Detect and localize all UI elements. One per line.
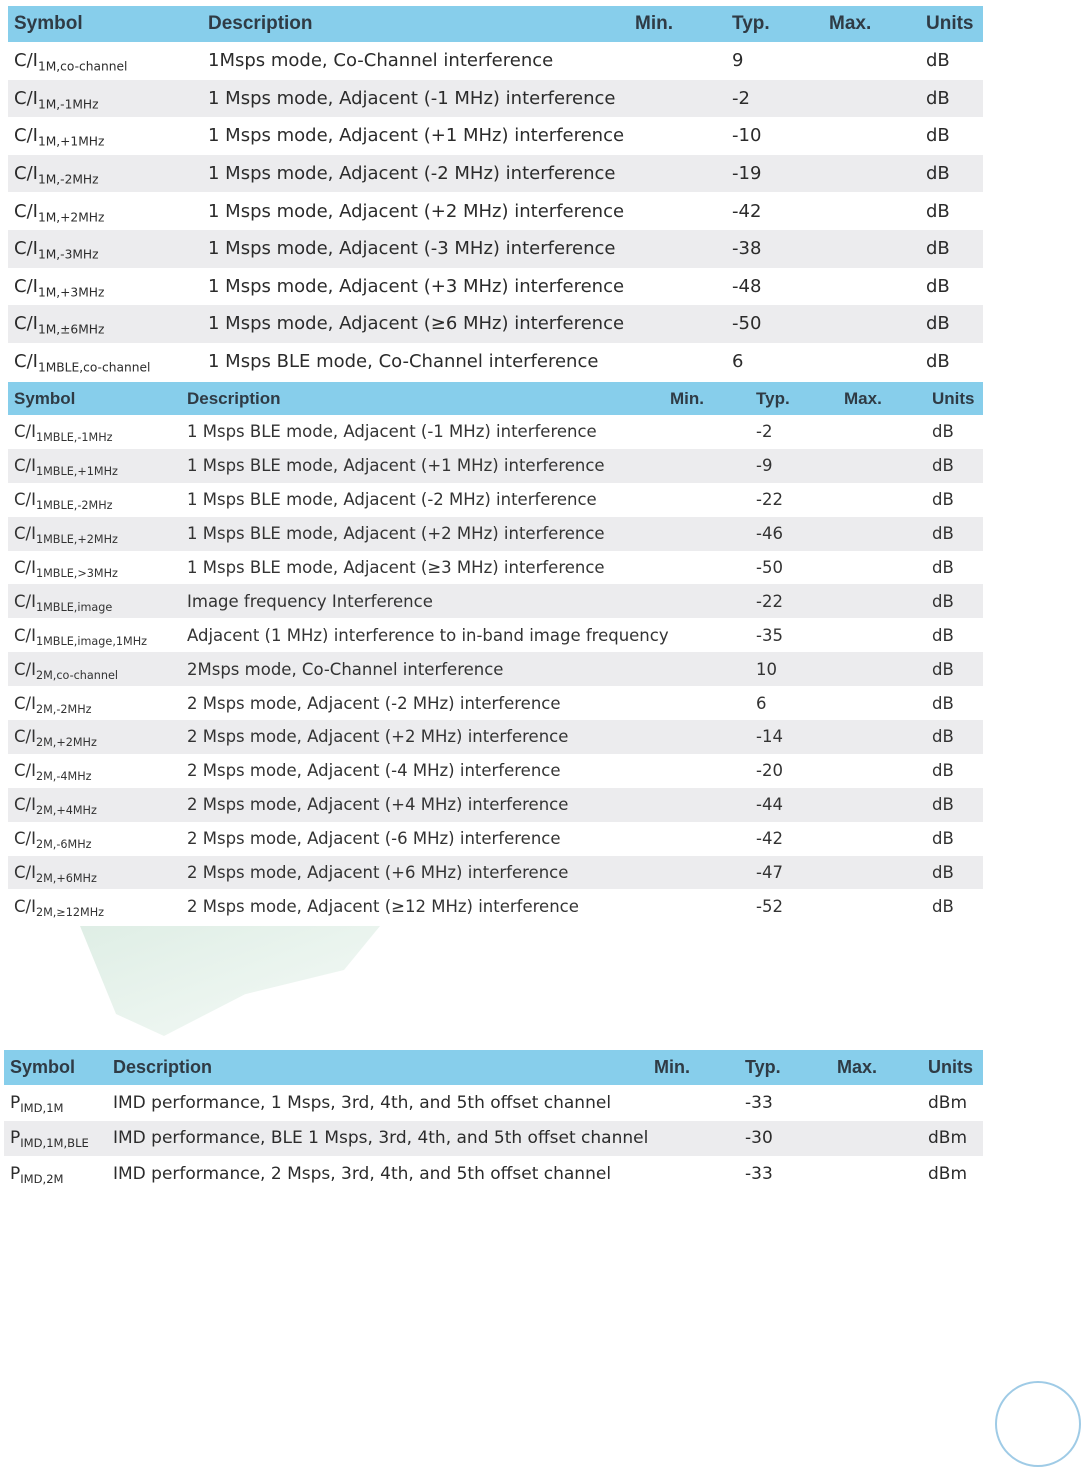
symbol-text: C/I [14, 163, 38, 185]
units-cell: dBm [922, 1121, 983, 1157]
units-cell: dB [926, 652, 983, 686]
symbol-cell [8, 551, 181, 585]
table-row [8, 889, 983, 923]
symbol-subscript: IMD,1M [20, 1100, 64, 1115]
table-row [8, 856, 983, 890]
description-cell: 1 Msps mode, Adjacent (-3 MHz) interference [202, 230, 629, 268]
table-row [8, 788, 983, 822]
min-cell [664, 754, 750, 788]
units-cell: dB [932, 761, 954, 781]
symbol-subscript: 1MBLE,-2MHz [35, 499, 113, 513]
max-cell [838, 754, 926, 788]
max-cell [838, 822, 926, 856]
units-cell: dBm [928, 1092, 968, 1113]
min-cell [664, 449, 750, 483]
header-typ: Typ. [750, 382, 838, 415]
units-cell: dB [920, 305, 983, 343]
description-cell: 1 Msps BLE mode, Adjacent (+1 MHz) interference [181, 449, 664, 483]
symbol-text: P [10, 1128, 21, 1149]
symbol-cell [8, 720, 181, 754]
units-cell: dB [920, 155, 983, 193]
typ-cell: -33 [745, 1163, 773, 1184]
min-cell [629, 268, 726, 306]
symbol-subscript: 2M,+6MHz [35, 871, 97, 885]
symbol-cell [4, 1156, 107, 1192]
typ-cell: 6 [756, 693, 767, 713]
units-cell: dBm [928, 1163, 968, 1184]
typ-cell: -50 [756, 558, 783, 577]
units-cell: dB [920, 80, 983, 118]
typ-cell: -35 [756, 625, 783, 645]
table-header-row [8, 6, 983, 42]
symbol-text: C/I [14, 524, 36, 544]
min-cell [664, 483, 750, 517]
table-row [8, 230, 983, 268]
symbol-cell [8, 822, 181, 856]
min-cell [648, 1156, 739, 1192]
max-cell [838, 788, 926, 822]
table-row [4, 1156, 983, 1192]
typ-cell: -38 [726, 230, 823, 268]
max-cell [823, 42, 920, 80]
header-description: Description [202, 6, 629, 42]
max-cell [823, 305, 920, 343]
table-row [8, 652, 983, 686]
description-cell: IMD performance, 2 Msps, 3rd, 4th, and 5th offset channel [113, 1163, 612, 1184]
symbol-text: C/I [14, 659, 36, 679]
symbol-cell [8, 517, 181, 551]
imd-performance-table [4, 1050, 983, 1192]
max-cell [823, 230, 920, 268]
symbol-cell [8, 686, 181, 720]
description-cell: 2Msps mode, Co-Channel interference [181, 652, 664, 686]
symbol-subscript: 1M,±6MHz [37, 322, 105, 337]
header-max: Max. [831, 1050, 922, 1085]
description-cell: 2 Msps mode, Adjacent (+2 MHz) interference [181, 720, 664, 754]
header-min: Min. [648, 1050, 739, 1085]
table-row [8, 551, 983, 585]
symbol-cell [8, 343, 202, 381]
max-cell [838, 584, 926, 618]
description-cell: 2 Msps mode, Adjacent (-2 MHz) interference [187, 693, 561, 713]
table-row [8, 343, 983, 381]
symbol-subscript: 2M,+4MHz [35, 804, 97, 818]
units-cell: dB [926, 351, 950, 373]
symbol-text: C/I [14, 625, 36, 645]
max-cell [823, 343, 920, 381]
symbol-text: C/I [14, 238, 38, 260]
interference-table-1m [8, 6, 983, 380]
symbol-text: C/I [14, 351, 38, 373]
symbol-text: P [10, 1163, 21, 1184]
symbol-cell [8, 483, 181, 517]
typ-cell: -2 [756, 422, 773, 442]
units-cell: dB [926, 856, 983, 890]
table-row [8, 42, 983, 80]
description-cell: 1 Msps mode, Adjacent (+3 MHz) interference [208, 275, 625, 297]
max-cell [838, 517, 926, 551]
symbol-cell [4, 1085, 107, 1121]
typ-cell: -2 [726, 80, 823, 118]
description-cell: 1 Msps mode, Adjacent (+1 MHz) interference [208, 125, 625, 147]
typ-cell: -33 [745, 1092, 773, 1113]
max-cell [823, 192, 920, 230]
min-cell [629, 155, 726, 193]
units-cell: dB [926, 200, 950, 222]
header-typ: Typ. [739, 1050, 831, 1085]
typ-cell: -22 [750, 584, 838, 618]
table-row [8, 305, 983, 343]
max-cell [838, 856, 926, 890]
table-row [8, 117, 983, 155]
max-cell [831, 1121, 922, 1157]
min-cell [664, 551, 750, 585]
min-cell [664, 517, 750, 551]
table-row [8, 80, 983, 118]
typ-cell: -22 [756, 490, 783, 510]
max-cell [838, 889, 926, 923]
units-cell: dB [926, 449, 983, 483]
typ-cell: -46 [750, 517, 838, 551]
symbol-subscript: 2M,+2MHz [35, 736, 97, 750]
max-cell [831, 1085, 922, 1121]
table-header-row [4, 1050, 983, 1085]
symbol-subscript: 1MBLE,image,1MHz [35, 634, 148, 648]
symbol-subscript: 2M,-2MHz [35, 702, 92, 716]
min-cell [664, 889, 750, 923]
min-cell [648, 1085, 739, 1121]
table-row [8, 584, 983, 618]
table-row [8, 618, 983, 652]
symbol-text: C/I [14, 456, 36, 476]
header-symbol: Symbol [8, 6, 202, 42]
symbol-subscript: 2M,co-channel [35, 668, 119, 682]
table-row [8, 517, 983, 551]
symbol-cell [8, 856, 181, 890]
table-row [8, 720, 983, 754]
max-cell [838, 483, 926, 517]
symbol-text: C/I [14, 727, 36, 747]
header-description: Description [107, 1050, 648, 1085]
symbol-text: C/I [14, 87, 38, 109]
symbol-text: C/I [14, 422, 36, 442]
units-cell: dB [932, 829, 954, 849]
symbol-subscript: 1M,co-channel [37, 59, 128, 74]
description-cell: 1 Msps mode, Adjacent (≥6 MHz) interference [202, 305, 629, 343]
symbol-cell [8, 42, 202, 80]
symbol-text: C/I [14, 761, 36, 781]
units-cell: dB [926, 788, 983, 822]
description-cell: 1 Msps BLE mode, Adjacent (+2 MHz) interference [181, 517, 664, 551]
max-cell [823, 268, 920, 306]
min-cell [664, 856, 750, 890]
typ-cell: -9 [750, 449, 838, 483]
description-cell: 1 Msps BLE mode, Co-Channel interference [208, 351, 599, 373]
symbol-subscript: 2M,-6MHz [35, 838, 92, 852]
typ-cell: 10 [750, 652, 838, 686]
symbol-text: C/I [14, 125, 38, 147]
table-row [4, 1121, 983, 1157]
typ-cell: -47 [750, 856, 838, 890]
description-cell: 1Msps mode, Co-Channel interference [208, 50, 554, 72]
typ-cell: -20 [756, 761, 783, 781]
table-header-row [8, 382, 983, 415]
interference-table-ble-2m [8, 382, 983, 923]
description-cell: 1 Msps mode, Adjacent (+2 MHz) interference [208, 200, 625, 222]
symbol-text: C/I [14, 275, 38, 297]
symbol-cell [8, 788, 181, 822]
max-cell [838, 415, 926, 449]
min-cell [664, 822, 750, 856]
max-cell [838, 618, 926, 652]
symbol-text: C/I [14, 558, 36, 577]
max-cell [831, 1156, 922, 1192]
min-cell [664, 618, 750, 652]
min-cell [664, 788, 750, 822]
table-row [8, 754, 983, 788]
symbol-subscript: 1MBLE,-1MHz [35, 431, 113, 445]
units-cell: dB [926, 125, 950, 147]
units-cell: dB [926, 50, 950, 72]
units-cell: dB [932, 558, 954, 577]
units-cell: dB [926, 275, 950, 297]
min-cell [629, 305, 726, 343]
header-min: Min. [664, 382, 750, 415]
description-cell: Adjacent (1 MHz) interference to in-band image frequency [187, 625, 669, 645]
symbol-subscript: 1M,+1MHz [37, 134, 105, 149]
symbol-subscript: IMD,2M [20, 1171, 64, 1186]
min-cell [664, 720, 750, 754]
symbol-text: C/I [14, 490, 36, 510]
symbol-subscript: 1M,+3MHz [37, 285, 105, 300]
max-cell [838, 449, 926, 483]
typ-cell: 6 [732, 351, 744, 373]
symbol-cell [8, 618, 181, 652]
min-cell [664, 686, 750, 720]
page-number-circle [995, 1381, 1081, 1467]
typ-cell: 9 [732, 50, 744, 72]
symbol-cell [8, 117, 202, 155]
min-cell [629, 42, 726, 80]
table-row [8, 268, 983, 306]
symbol-cell [8, 268, 202, 306]
symbol-cell [8, 584, 181, 618]
symbol-cell [4, 1121, 107, 1157]
description-cell: 2 Msps mode, Adjacent (-4 MHz) interference [187, 761, 561, 781]
symbol-subscript: 2M,≥12MHz [35, 905, 105, 919]
units-cell: dB [926, 517, 983, 551]
typ-cell: -44 [750, 788, 838, 822]
description-cell: 1 Msps BLE mode, Adjacent (-1 MHz) interference [187, 422, 597, 442]
header-max: Max. [823, 6, 920, 42]
min-cell [629, 343, 726, 381]
table-row [4, 1085, 983, 1121]
symbol-cell [8, 80, 202, 118]
min-cell [629, 230, 726, 268]
units-cell: dB [920, 230, 983, 268]
symbol-subscript: 1MBLE,image [35, 600, 113, 614]
header-max: Max. [838, 382, 926, 415]
symbol-cell [8, 889, 181, 923]
symbol-text: C/I [14, 896, 36, 916]
symbol-text: P [10, 1092, 21, 1113]
min-cell [664, 584, 750, 618]
max-cell [838, 686, 926, 720]
min-cell [664, 652, 750, 686]
symbol-subscript: 1M,+2MHz [37, 209, 105, 224]
table-row [8, 192, 983, 230]
description-cell: 1 Msps BLE mode, Adjacent (-2 MHz) interference [187, 490, 597, 510]
table-row [8, 155, 983, 193]
units-cell: dB [932, 422, 954, 442]
description-cell: 2 Msps mode, Adjacent (≥12 MHz) interference [187, 896, 579, 916]
symbol-cell [8, 155, 202, 193]
max-cell [823, 155, 920, 193]
max-cell [838, 720, 926, 754]
symbol-text: C/I [14, 591, 36, 611]
symbol-subscript: IMD,1M,BLE [20, 1136, 89, 1151]
units-cell: dB [926, 720, 983, 754]
table-row [8, 686, 983, 720]
min-cell [664, 415, 750, 449]
table-row [8, 449, 983, 483]
description-cell: Image frequency Interference [181, 584, 664, 618]
symbol-cell [8, 754, 181, 788]
min-cell [629, 117, 726, 155]
symbol-text: C/I [14, 313, 38, 335]
symbol-subscript: 1MBLE,co-channel [37, 360, 151, 375]
symbol-cell [8, 230, 202, 268]
header-units: Units [922, 1050, 983, 1085]
symbol-text: C/I [14, 795, 36, 815]
header-min: Min. [629, 6, 726, 42]
typ-cell: -19 [726, 155, 823, 193]
units-cell: dB [932, 490, 954, 510]
symbol-text: C/I [14, 200, 38, 222]
typ-cell: -14 [750, 720, 838, 754]
table-row [8, 415, 983, 449]
typ-cell: -10 [732, 125, 762, 147]
max-cell [838, 551, 926, 585]
symbol-cell [8, 305, 202, 343]
symbol-cell [8, 415, 181, 449]
typ-cell: -48 [732, 275, 762, 297]
symbol-subscript: 1M,-3MHz [37, 247, 99, 262]
typ-cell: -42 [756, 829, 783, 849]
symbol-subscript: 1MBLE,+2MHz [35, 533, 118, 547]
watermark-logo [80, 926, 380, 1036]
typ-cell: -42 [732, 200, 762, 222]
description-cell: IMD performance, BLE 1 Msps, 3rd, 4th, and 5th offset channel [107, 1121, 648, 1157]
header-units: Units [926, 382, 983, 415]
description-cell: 2 Msps mode, Adjacent (+4 MHz) interference [181, 788, 664, 822]
header-description: Description [181, 382, 664, 415]
description-cell: 1 Msps BLE mode, Adjacent (≥3 MHz) interference [187, 558, 605, 577]
min-cell [629, 192, 726, 230]
description-cell: IMD performance, 1 Msps, 3rd, 4th, and 5th offset channel [113, 1092, 612, 1113]
symbol-cell [8, 192, 202, 230]
header-typ: Typ. [726, 6, 823, 42]
units-cell: dB [932, 896, 954, 916]
typ-cell: -52 [756, 896, 783, 916]
table-row [8, 483, 983, 517]
max-cell [823, 80, 920, 118]
units-cell: dB [926, 584, 983, 618]
symbol-text: C/I [14, 693, 36, 713]
max-cell [823, 117, 920, 155]
description-cell: 2 Msps mode, Adjacent (+6 MHz) interference [181, 856, 664, 890]
header-symbol: Symbol [8, 382, 181, 415]
header-units: Units [920, 6, 983, 42]
max-cell [838, 652, 926, 686]
units-cell: dB [932, 693, 954, 713]
symbol-text: C/I [14, 829, 36, 849]
min-cell [648, 1121, 739, 1157]
description-cell: 1 Msps mode, Adjacent (-1 MHz) interference [202, 80, 629, 118]
symbol-subscript: 2M,-4MHz [35, 770, 92, 784]
symbol-cell [8, 652, 181, 686]
symbol-subscript: 1M,-1MHz [37, 97, 99, 112]
symbol-subscript: 1MBLE,+1MHz [35, 465, 118, 479]
symbol-cell [8, 449, 181, 483]
symbol-subscript: 1M,-2MHz [37, 172, 99, 187]
typ-cell: -30 [739, 1121, 831, 1157]
symbol-text: C/I [14, 863, 36, 883]
min-cell [629, 80, 726, 118]
table-row [8, 822, 983, 856]
symbol-subscript: 1MBLE,>3MHz [35, 566, 118, 580]
header-symbol: Symbol [4, 1050, 107, 1085]
typ-cell: -50 [726, 305, 823, 343]
units-cell: dB [932, 625, 954, 645]
symbol-text: C/I [14, 50, 38, 72]
description-cell: 1 Msps mode, Adjacent (-2 MHz) interference [202, 155, 629, 193]
description-cell: 2 Msps mode, Adjacent (-6 MHz) interference [187, 829, 561, 849]
